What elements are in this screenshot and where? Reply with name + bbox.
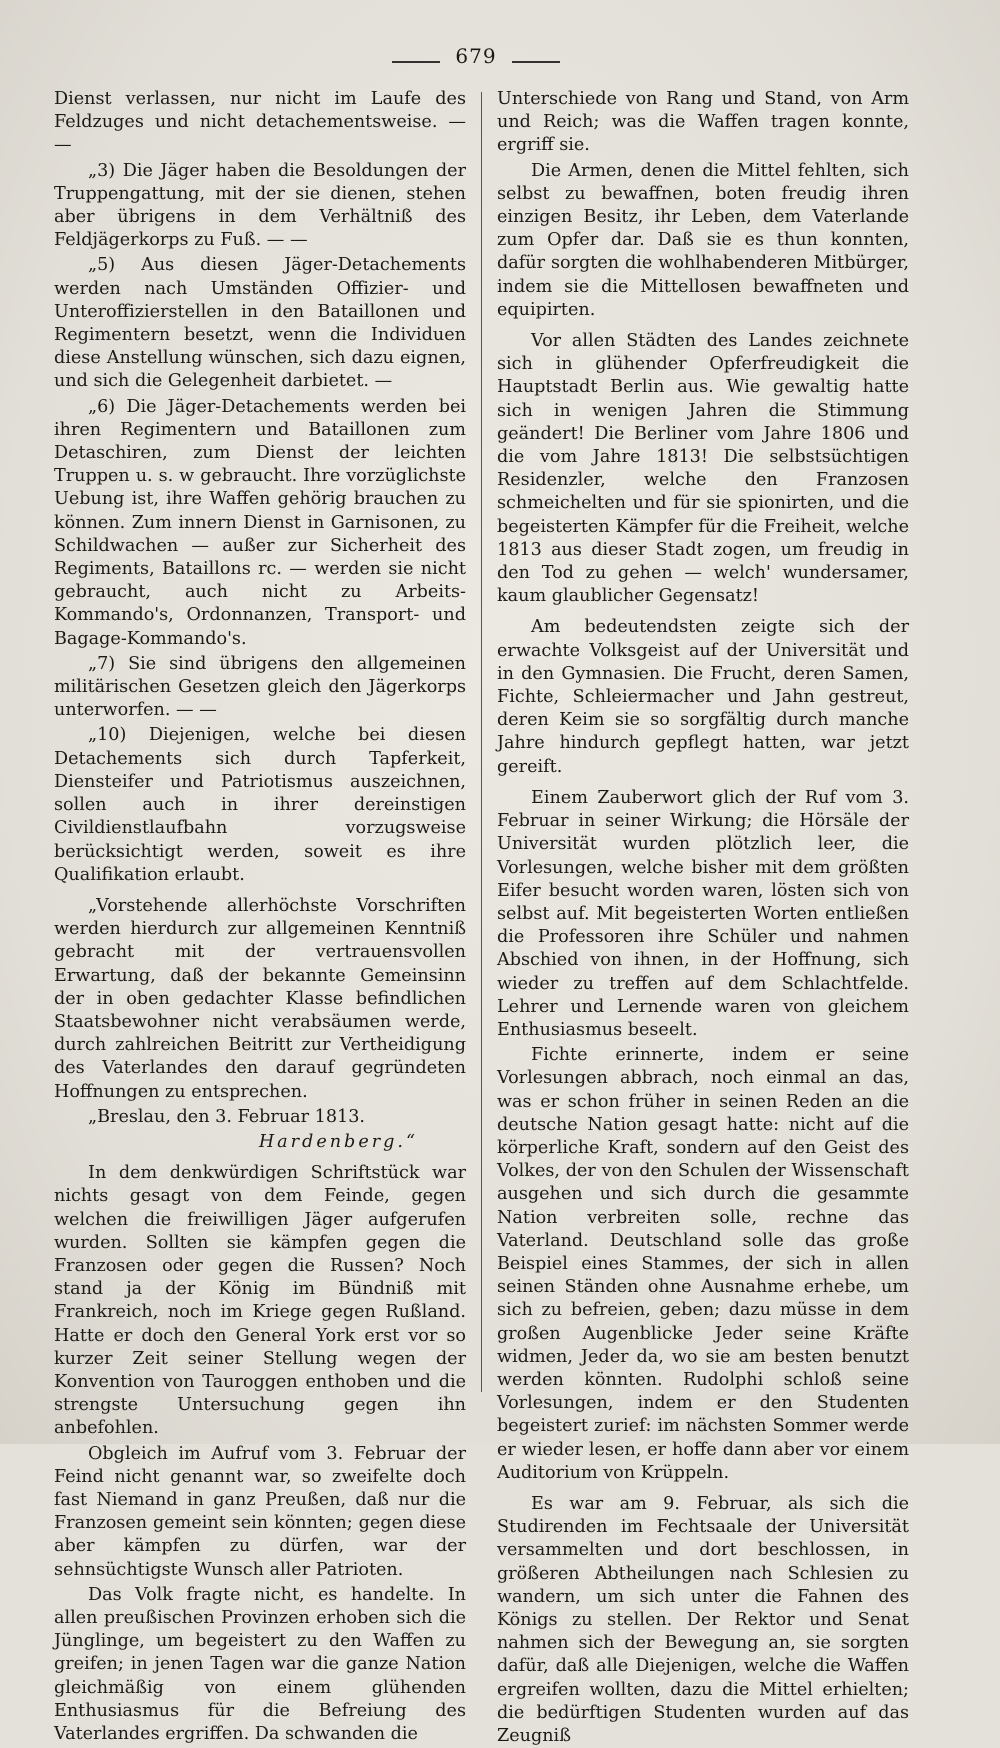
left-paragraph: Obgleich im Aufruf vom 3. Februar der Feind nicht genannt war, so zweifelte doch fast Niemand in ganz Preußen, daß nur die Franzosen gemeint sein könnten; gegen diese aber kämpfen zu dürfen, war der sehnsüchtigste Wunsch aller Patrioten.	[54, 1443, 466, 1580]
left-paragraph: „Breslau, den 3. Februar 1813.	[88, 1106, 366, 1127]
left-paragraph: Dienst verlassen, nur nicht im Laufe des Feldzuges und nicht detachementsweise. — —	[54, 89, 466, 156]
page-number: 679	[455, 44, 497, 68]
right-paragraph: Vor allen Städten des Landes zeichnete sich in glühender Opferfreudigkeit die Hauptstadt Berlin aus. Wie gewaltig hatte sich in wenigen Jahren die Stimmung geändert! Die Berliner vom Jahre 1806 und die vom Jahre 1813! Die selbstsüchtigen Residenzler, welche den Franzosen schmeichelten und für sie spionirten, und die begeisterten Kämpfer für die Freiheit, welche 1813 aus dieser Stadt zogen, um freudig in den Tod zu gehen — welch' wundersamer, kaum glaublicher Gegensatz!	[497, 331, 909, 607]
left-paragraph: „10) Diejenigen, welche bei diesen Detachements sich durch Tapferkeit, Diensteifer und Patriotismus auszeichnen, sollen auch in ihrer dereinstigen Civildienstlaufbahn vorzugsweise berücksichtigt werden, soweit es ihre Qualifikation erlaubt.	[54, 725, 466, 885]
header-rule-left	[392, 61, 440, 63]
header-rule-right	[512, 61, 560, 63]
right-paragraph: Einem Zauberwort glich der Ruf vom 3. Februar in seiner Wirkung; die Hörsäle der Universität wurden plötzlich leer, die Vorlesungen, welche bisher mit dem größten Eifer besucht worden waren, lösten sich von selbst auf. Mit begeisterten Worten entließen die Professoren ihre Schüler und nahmen Abschied von ihnen, in der Hoffnung, sich wieder zu treffen auf dem Schlachtfelde. Lehrer und Lernende waren von gleichem Enthusiasmus beseelt.	[497, 787, 909, 1040]
left-paragraph: In dem denkwürdigen Schriftstück war nichts gesagt von dem Feinde, gegen welchen die freiwilligen Jäger aufgerufen wurden. Sollten sie kämpfen gegen die Franzosen oder gegen die Russen? Noch stand ja der König im Bündniß mit Frankreich, noch im Kriege gegen Rußland. Hatte er doch den General York erst vor so kurzer Zeit seiner Stellung wegen der Konvention von Tauroggen enthoben und die strengste Untersuchung gegen ihn anbefohlen.	[54, 1163, 466, 1439]
left-paragraph: „3) Die Jäger haben die Besoldungen der Truppengattung, mit der sie dienen, stehen aber übrigens in dem Verhältniß des Feldjägerkorps zu Fuß. — —	[54, 160, 466, 251]
left-paragraph: Hardenberg.“	[258, 1131, 418, 1152]
left-paragraph: Das Volk fragte nicht, es handelte. In allen preußischen Provinzen erhoben sich die Jünglinge, um begeistert zu den Waffen zu greifen; in jenen Tagen war die ganze Nation gleichmäßig von einem glühenden Enthusiasmus für die Befreiung des Vaterlandes ergriffen. Da schwanden die	[54, 1584, 466, 1745]
right-paragraph: Fichte erinnerte, indem er seine Vorlesungen abbrach, noch einmal an das, was er schon früher in seinen Reden an die deutsche Nation gesagt hatte: nicht auf die körperliche Kraft, sondern auf den Geist des Volkes, der von den Schulen der Wissenschaft ausgehen und sich durch die gesammte Nation verbreiten solle, rechne das Vaterland. Deutschland solle das große Beispiel eines Stammes, der sich in allen seinen Ständen ohne Ausnahme erhebe, um sich zu befreien, geben; dazu müsse in dem großen Augenblicke Jeder seine Kräfte widmen, Jeder da, wo sie am besten benutzt werden könnten. Rudolphi schloß seine Vorlesungen, indem er den Studenten begeistert zurief: im nächsten Sommer werde er wieder lesen, er hoffe dann aber vor einem Auditorium von Krüppeln.	[497, 1045, 909, 1483]
left-paragraph: „7) Sie sind übrigens den allgemeinen militärischen Gesetzen gleich den Jägerkorps unterworfen. — —	[54, 653, 466, 721]
right-paragraph: Es war am 9. Februar, als sich die Studirenden im Fechtsaale der Universität versammelten und dort beschlossen, in größeren Abtheilungen nach Schlesien zu wandern, um sich unter die Fahnen des Königs zu stellen. Der Rektor und Senat nahmen sich der Bewegung an, sie sorgten dafür, daß alle Diejenigen, welche die Waffen ergreifen wollten, dazu die Mittel erhielten; die bedürftigen Studenten wurden auf das Zeugniß	[497, 1493, 909, 1747]
right-paragraph: Die Armen, denen die Mittel fehlten, sich selbst zu bewaffnen, boten freudig ihren einzigen Besitz, ihr Leben, dem Vaterlande zum Opfer dar. Daß sie es thun konnten, dafür sorgten die wohlhabenderen Mitbürger, indem sie die Mittellosen bewaffneten und equipirten.	[497, 160, 909, 320]
page-header	[0, 42, 1000, 82]
column-divider	[481, 92, 482, 1392]
left-paragraph: „6) Die Jäger-Detachements werden bei ihren Regimentern und Bataillonen zum Detaschiren, zum Dienst der leichten Truppen u. s. w gebraucht. Ihre vorzüglichste Uebung ist, ihre Waffen gehörig brauchen zu können. Zum innern Dienst in Garnisonen, zu Schildwachen — außer zur Sicherheit des Regiments, Bataillons rc. — werden sie nicht gebraucht, auch nicht zu Arbeits-Kommando's, Ordonnanzen, Transport- und Bagage-Kommando's.	[54, 396, 466, 649]
left-paragraph: „5) Aus diesen Jäger-Detachements werden nach Umständen Offizier- und Unteroffizierstellen in den Bataillonen und Regimentern besetzt, wenn die Individuen diese Anstellung wünschen, sich dazu eignen, und sich die Gelegenheit darbietet. —	[54, 255, 466, 392]
right-paragraph: Unterschiede von Rang und Stand, von Arm und Reich; was die Waffen tragen konnte, ergriff sie.	[497, 89, 909, 156]
right-text-column	[497, 88, 909, 1747]
right-paragraph: Am bedeutendsten zeigte sich der erwachte Volksgeist auf der Universität und in den Gymnasien. Die Frucht, deren Samen, Fichte, Schleiermacher und Jahn gestreut, deren Keim sie so sorgfältig durch manche Jahre hindurch gepflegt hatten, war jetzt gereift.	[497, 617, 909, 777]
left-text-column	[54, 88, 466, 1745]
left-paragraph: „Vorstehende allerhöchste Vorschriften werden hierdurch zur allgemeinen Kenntniß gebracht mit der vertrauensvollen Erwartung, daß der bekannte Gemeinsinn der in oben gedachter Klasse befindlichen Staatsbewohner nicht verabsäumen werde, durch zahlreichen Beitritt zur Vertheidigung des Vaterlandes den darauf gegründeten Hoffnungen zu entsprechen.	[54, 895, 466, 1102]
